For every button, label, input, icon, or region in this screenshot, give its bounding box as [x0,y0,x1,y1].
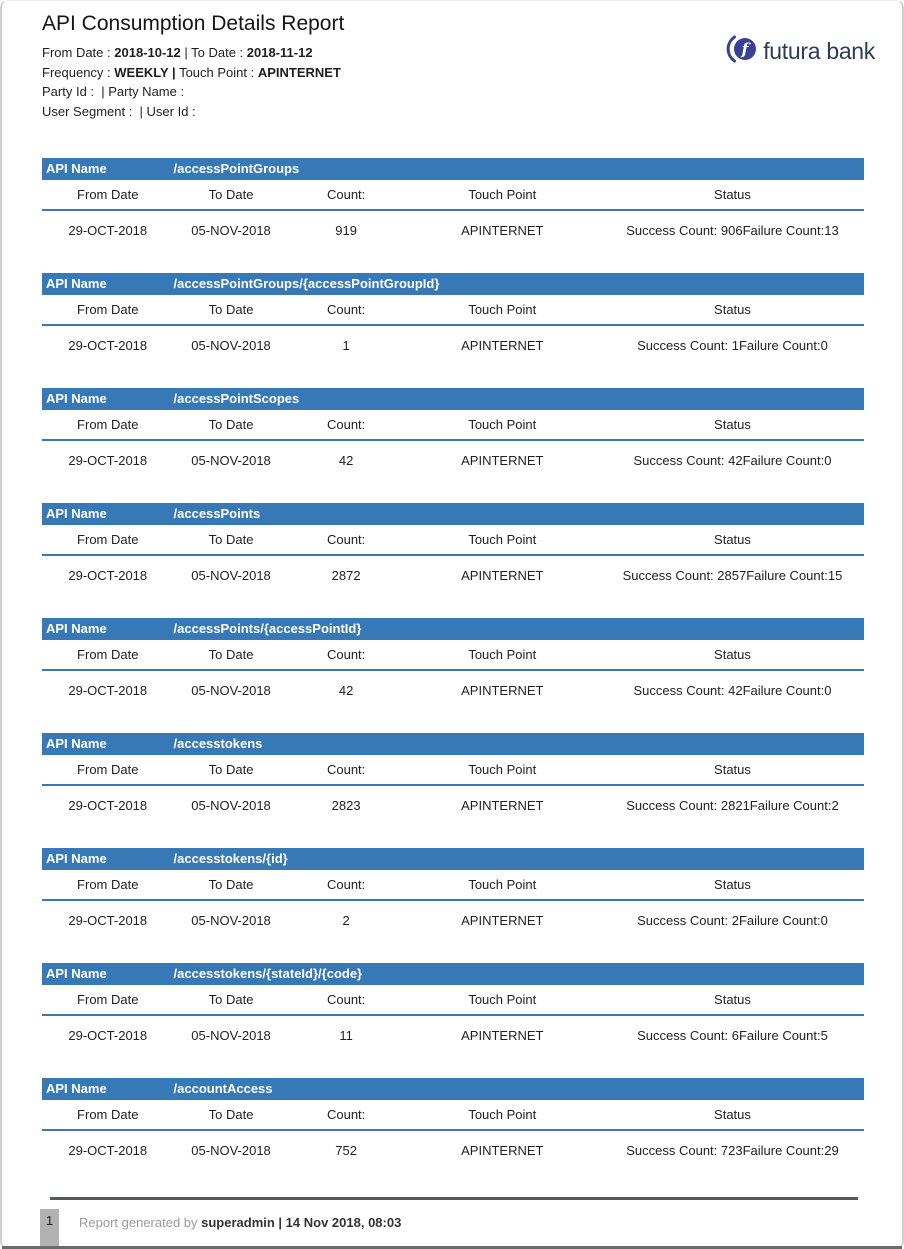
column-header-row [42,755,864,785]
table-row [42,1015,864,1054]
api-name-label: API Name [46,851,107,866]
cell-from-date: 29-OCT-2018 [68,912,148,928]
cell-count: 2872 [331,567,361,583]
from-date-value: 2018-10-12 [114,45,181,60]
api-name-label: API Name [46,621,107,636]
api-name-label: API Name [46,736,107,751]
column-header-status: Status [601,1100,864,1130]
column-header-to-date: To Date [174,985,289,1015]
column-header-touch-point: Touch Point [404,755,601,785]
cell-touch-point: APINTERNET [461,1027,544,1043]
column-header-touch-point: Touch Point [404,640,601,670]
cell-status: Success Count: 906Failure Count:13 [626,222,839,238]
generated-prefix: Report generated by [79,1215,202,1230]
column-header-count: Count: [289,295,404,325]
futura-bank-mark-icon [724,31,760,72]
cell-status: Success Count: 42Failure Count:0 [633,452,832,468]
column-header-row [42,985,864,1015]
api-path: /accessPointGroups/{accessPointGroupId} [173,276,440,291]
page-title: API Consumption Details Report [42,12,345,35]
api-section-header [42,273,864,295]
api-table [42,870,864,939]
column-header-status: Status [601,525,864,555]
cell-count: 11 [339,1027,353,1043]
api-section [42,388,864,479]
to-date-value: 2018-11-12 [246,45,313,60]
column-header-row [42,180,864,210]
cell-to-date: 05-NOV-2018 [191,567,271,583]
api-path: /accessPointGroups [173,161,300,176]
cell-to-date: 05-NOV-2018 [191,1027,271,1043]
column-header-from-date: From Date [42,985,174,1015]
api-table [42,640,864,709]
api-section [42,848,864,939]
column-header-count: Count: [289,180,404,210]
column-header-to-date: To Date [174,755,289,785]
column-header-touch-point: Touch Point [404,410,601,440]
column-header-status: Status [601,410,864,440]
api-table [42,1100,864,1169]
column-header-row [42,410,864,440]
column-header-from-date: From Date [42,755,174,785]
api-section-header [42,618,864,640]
column-header-touch-point: Touch Point [404,180,601,210]
api-section-header [42,1078,864,1100]
api-section-header [42,733,864,755]
cell-to-date: 05-NOV-2018 [191,452,271,468]
cell-count: 1 [342,337,350,353]
table-row [42,325,864,364]
cell-status: Success Count: 1Failure Count:0 [637,337,828,353]
api-name-label: API Name [46,1081,107,1096]
page-number-badge: 1 [40,1209,59,1249]
api-section-header [42,848,864,870]
cell-touch-point: APINTERNET [461,222,544,238]
frequency-label: Frequency : [42,64,115,80]
report-content [2,1,902,1169]
column-header-touch-point: Touch Point [404,295,601,325]
footer-divider [50,1197,858,1200]
column-header-row [42,295,864,325]
column-header-from-date: From Date [42,1100,174,1130]
table-row [42,440,864,479]
cell-touch-point: APINTERNET [461,1142,544,1158]
meta-line-user: User Segment : | User Id : [42,103,196,119]
cell-from-date: 29-OCT-2018 [68,337,148,353]
column-header-to-date: To Date [174,870,289,900]
column-header-count: Count: [289,410,404,440]
api-section [42,1078,864,1169]
report-footer [2,1197,902,1249]
cell-to-date: 05-NOV-2018 [191,222,271,238]
cell-status: Success Count: 6Failure Count:5 [637,1027,828,1043]
column-header-count: Count: [289,870,404,900]
cell-from-date: 29-OCT-2018 [68,682,148,698]
api-name-label: API Name [46,966,107,981]
column-header-touch-point: Touch Point [404,985,601,1015]
column-header-to-date: To Date [174,1100,289,1130]
column-header-count: Count: [289,985,404,1015]
column-header-touch-point: Touch Point [404,525,601,555]
api-path: /accesstokens/{stateId}/{code} [173,966,363,981]
cell-to-date: 05-NOV-2018 [191,682,271,698]
api-section [42,618,864,709]
column-header-status: Status [601,985,864,1015]
cell-touch-point: APINTERNET [461,912,544,928]
table-row [42,555,864,594]
cell-touch-point: APINTERNET [461,452,544,468]
cell-count: 919 [335,222,357,238]
cell-status: Success Count: 723Failure Count:29 [626,1142,839,1158]
cell-from-date: 29-OCT-2018 [68,452,148,468]
table-row [42,1130,864,1169]
column-header-to-date: To Date [174,410,289,440]
column-header-to-date: To Date [174,180,289,210]
cell-count: 2 [342,912,350,928]
cell-touch-point: APINTERNET [461,567,544,583]
futura-bank-logo [724,31,875,72]
api-table [42,985,864,1054]
to-date-label: | To Date : [180,45,247,60]
column-header-count: Count: [289,640,404,670]
generated-by-value: superadmin | 14 Nov 2018, 08:03 [201,1215,402,1230]
column-header-from-date: From Date [42,640,174,670]
api-name-label: API Name [46,276,107,291]
api-table [42,295,864,364]
meta-line-party: Party Id : | Party Name : [42,84,185,99]
cell-to-date: 05-NOV-2018 [191,912,271,928]
api-path: /accessPoints [173,506,261,521]
cell-count: 2823 [331,797,361,813]
cell-to-date: 05-NOV-2018 [191,1142,271,1158]
table-row [42,900,864,939]
api-section-header [42,963,864,985]
column-header-from-date: From Date [42,410,174,440]
cell-touch-point: APINTERNET [461,797,544,813]
api-section-header [42,158,864,180]
api-table [42,180,864,249]
api-path: /accesstokens/{id} [173,851,288,866]
cell-from-date: 29-OCT-2018 [68,567,148,583]
api-table [42,410,864,479]
api-path: /accesstokens [173,736,263,751]
api-path: /accessPointScopes [173,391,300,406]
column-header-row [42,870,864,900]
api-section [42,503,864,594]
cell-status: Success Count: 2821Failure Count:2 [626,797,839,813]
column-header-status: Status [601,295,864,325]
touch-point-value: APINTERNET [257,64,341,80]
from-date-label: From Date : [42,45,115,60]
api-name-label: API Name [46,391,107,406]
cell-from-date: 29-OCT-2018 [68,222,148,238]
svg-text:f: f [741,39,749,59]
column-header-row [42,1100,864,1130]
table-row [42,210,864,249]
column-header-status: Status [601,755,864,785]
column-header-to-date: To Date [174,295,289,325]
cell-from-date: 29-OCT-2018 [68,1142,148,1158]
api-name-label: API Name [46,506,107,521]
cell-count: 42 [338,452,354,468]
cell-status: Success Count: 2Failure Count:0 [637,912,828,928]
column-header-count: Count: [289,1100,404,1130]
cell-to-date: 05-NOV-2018 [191,337,271,353]
cell-status: Success Count: 42Failure Count:0 [633,682,832,698]
column-header-status: Status [601,180,864,210]
api-section [42,273,864,364]
cell-touch-point: APINTERNET [461,337,544,353]
cell-count: 752 [335,1142,357,1158]
touch-point-label: Touch Point : [175,64,258,80]
column-header-touch-point: Touch Point [404,870,601,900]
footer-row [2,1209,902,1249]
api-section [42,158,864,249]
column-header-from-date: From Date [42,180,174,210]
api-table [42,755,864,824]
cell-to-date: 05-NOV-2018 [191,797,271,813]
api-path: /accessPoints/{accessPointId} [173,621,362,636]
column-header-from-date: From Date [42,870,174,900]
cell-touch-point: APINTERNET [461,682,544,698]
column-header-to-date: To Date [174,525,289,555]
column-header-from-date: From Date [42,525,174,555]
column-header-touch-point: Touch Point [404,1100,601,1130]
api-section [42,963,864,1054]
column-header-row [42,525,864,555]
column-header-count: Count: [289,525,404,555]
column-header-row [42,640,864,670]
brand-name: futura bank [763,38,875,64]
cell-status: Success Count: 2857Failure Count:15 [622,567,843,583]
column-header-status: Status [601,640,864,670]
cell-count: 42 [338,682,354,698]
api-section [42,733,864,824]
column-header-from-date: From Date [42,295,174,325]
api-section-header [42,503,864,525]
table-row [42,670,864,709]
api-sections [42,158,864,1169]
cell-from-date: 29-OCT-2018 [68,1027,148,1043]
generated-text [79,1215,401,1249]
frequency-value: WEEKLY | [114,64,176,80]
cell-from-date: 29-OCT-2018 [68,797,148,813]
column-header-count: Count: [289,755,404,785]
api-path: /accountAccess [173,1081,273,1096]
api-section-header [42,388,864,410]
api-table [42,525,864,594]
column-header-status: Status [601,870,864,900]
table-row [42,785,864,824]
api-name-label: API Name [46,161,107,176]
column-header-to-date: To Date [174,640,289,670]
